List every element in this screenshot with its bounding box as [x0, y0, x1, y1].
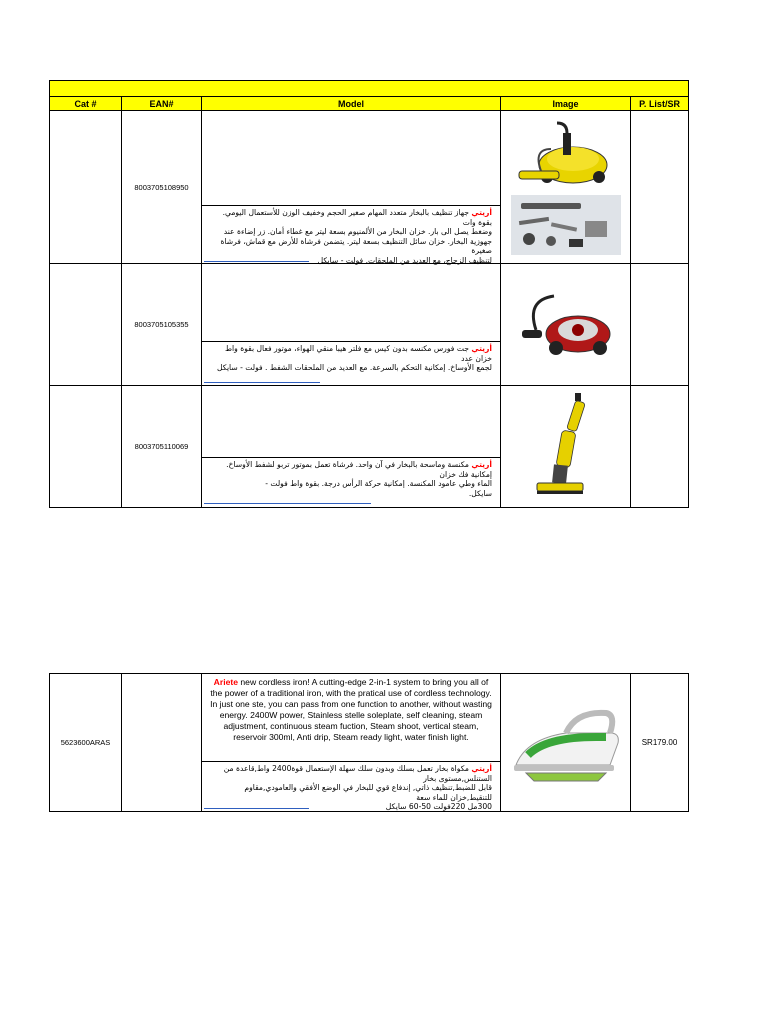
ean-cell: 8003705110069: [122, 386, 202, 508]
price-cell: [631, 264, 689, 386]
ean-cell: [122, 674, 202, 812]
english-description: Ariete new cordless iron! A cutting-edge 2-in-1 system to bring you all of the power of a traditional iron, with the pratical use of cordless technology. In just one ste, you can pass from one function to another, without wasting energy. 2400W power, Stainless stelle soleplate, self cleaning, steam adjustment, continuous steam fuction, Steam shoot, vertical steam, reservoir 300ml, Anti drip, Steam ready light, water finish light.: [210, 677, 492, 742]
header-ean: EAN#: [122, 97, 202, 111]
header-image: Image: [501, 97, 631, 111]
cat-cell: [50, 386, 122, 508]
table-row: [50, 386, 689, 508]
hyperlink-underline[interactable]: [204, 382, 320, 383]
cat-cell: [50, 111, 122, 264]
table-row: [50, 674, 689, 812]
cordless-iron-icon: [506, 703, 626, 783]
brand-name: أريتي: [471, 460, 492, 469]
header-row: [50, 97, 689, 111]
image-cell: [501, 264, 631, 386]
cat-cell: [50, 264, 122, 386]
hyperlink-underline[interactable]: [204, 808, 309, 809]
hyperlink-underline[interactable]: [204, 261, 309, 262]
price-cell: SR179.00: [631, 674, 689, 812]
model-cell: [202, 386, 501, 508]
arabic-description: أريتي مكواة بخار تعمل بسلك وبدون سلك سهلة الإستعمال قوة2400 واط,قاعدة من الستنلس,مستوى بخار قابل للضبط,تنظيف ذاتي, إندفاع قوي للبخار في الوضع الأفقي والعامودي,مقاوم للتنقيط,خزان للماء سعة 300مل 220فولت 50-60 سايكل: [202, 761, 500, 812]
arabic-description: أريتي جهاز تنظيف بالبخار متعدد المهام صغير الحجم وخفيف الوزن للأستعمال اليومي. بقوة وات وضغط يصل الى بار. خزان البخار من الألمنيوم بسعة ليتر مع غطاء أمان. زر إضاءة عند جهوزية البخار. خزان سائل التنظيف بسعة ليتر. يتضمن فرشاة للأرض مع قماش، فرشاة صغيرة لتنظيف الزجاج، مع العديد من الملحقات. فولت - سايكل: [202, 205, 500, 265]
brand-name: أريتي: [471, 764, 492, 773]
image-cell: [501, 386, 631, 508]
hyperlink-underline[interactable]: [204, 503, 371, 504]
ean-cell: 8003705105355: [122, 264, 202, 386]
ean-cell: 8003705108950: [122, 111, 202, 264]
model-cell: [202, 111, 501, 264]
table-row: [50, 111, 689, 264]
image-cell: [501, 674, 631, 812]
header-cat: Cat #: [50, 97, 122, 111]
header-price: P. List/SR: [631, 97, 689, 111]
table-row: [50, 264, 689, 386]
model-cell: [202, 264, 501, 386]
bagless-vacuum-icon: [516, 290, 616, 360]
brand-name: أريتي: [471, 344, 492, 353]
cat-cell: 5623600ARAS: [50, 674, 122, 812]
accessories-kit-icon: [511, 195, 621, 255]
price-cell: [631, 111, 689, 264]
steam-mop-icon: [531, 391, 601, 503]
image-cell: [501, 111, 631, 264]
brand-name: أريتي: [471, 208, 492, 217]
model-cell: [202, 674, 501, 812]
arabic-description: أريتي جت فورس مكنسه بدون كيس مع فلتر هيبا منقي الهواء، موتور فعال بقوة واط خزان عدد لجمع الأوساخ. إمكانية التحكم بالسرعة. مع العديد من الملحقات الشفط . فولت - سايكل: [202, 341, 500, 373]
table-title-row: [50, 81, 689, 97]
steam-cleaner-icon: [511, 119, 621, 189]
product-table-2: [49, 673, 689, 812]
header-model: Model: [202, 97, 501, 111]
product-table-1: [49, 80, 689, 508]
brand-name: Ariete: [213, 677, 239, 687]
arabic-description: أريتي مكنسة وماسحة بالبخار في آن واحد. فرشاة تعمل بموتور تربو لشفط الأوساخ. إمكانية فك خزان الماء وطي عامود المكنسة. إمكانية حركة الرأس درجة. بقوة واط فولت - سايكل.: [202, 457, 500, 498]
price-cell: [631, 386, 689, 508]
